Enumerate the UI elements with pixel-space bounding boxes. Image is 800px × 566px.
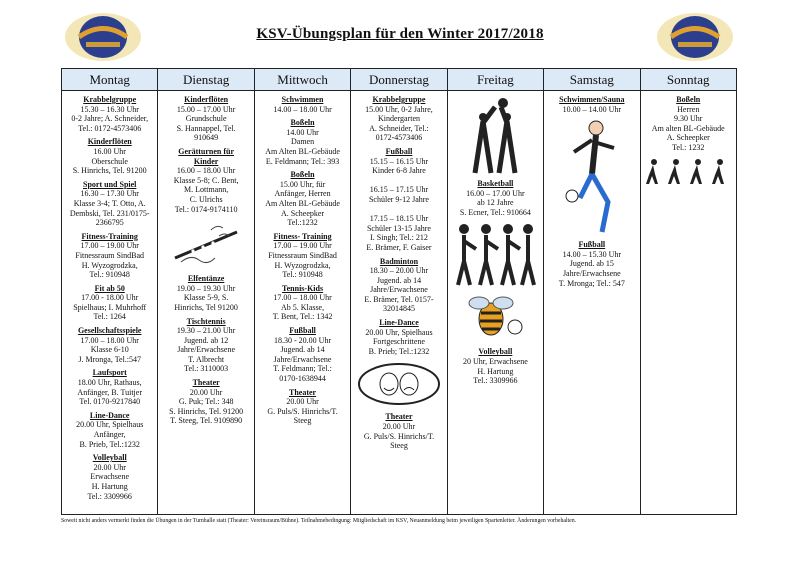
event	[644, 95, 733, 153]
event-details: 15.15 – 16.15 Uhr Kinder 6-8 Jahre 16.15 – 17.15 Uhr Schüler 9-12 Jahre 17.15 – 18.15 Uhr Schüler 13-15 Jahre I. Singh; Tel.: 212 E. Brämer, F. Gaiser	[366, 156, 432, 252]
event	[258, 95, 347, 114]
event	[354, 147, 443, 253]
event	[258, 284, 347, 322]
theater-masks-logo	[357, 360, 441, 408]
event-details: 18.00 Uhr, Rathaus, Anfänger, B. Tuitjer Tel. 0170-9217840	[77, 378, 142, 407]
day-column-samstag	[544, 69, 640, 514]
event-details: 20.00 Uhr G. Puk; Tel.: 348 S. Hinrichs, Tel. 91200 T. Steeg, Tel. 9109890	[169, 387, 244, 426]
event-name: Boßeln	[290, 118, 315, 128]
event	[161, 274, 250, 312]
event-name: Line-Dance	[89, 410, 130, 420]
day-events	[351, 91, 446, 514]
event	[65, 137, 154, 175]
day-header: Freitag	[448, 69, 543, 91]
day-header: Montag	[62, 69, 157, 91]
event-name: Theater	[289, 387, 317, 397]
event-details: 16.00 Uhr Oberschule S. Hinrichs, Tel. 91200	[72, 146, 147, 176]
event-name: Gesellschaftsspiele	[77, 326, 142, 336]
event-name: Fußball	[578, 240, 606, 250]
event-details: 17.00 – 18.00 Uhr Ab 5. Klasse, T. Bent, Tel.: 1342	[272, 293, 333, 322]
bowling-figures-drawing	[644, 157, 732, 185]
wasp-volleyball-drawing	[465, 291, 525, 343]
event	[65, 95, 154, 133]
event-name: Theater	[192, 378, 220, 388]
event-details: 19.30 – 21.00 Uhr Jugend. ab 12 Jahre/Erwachsene T. Albrecht Tel.: 3110003	[176, 326, 236, 374]
event-name: Fußball	[289, 326, 316, 336]
event-name: Krabbelgruppe	[83, 95, 137, 104]
event-details: 20.00 Uhr G. Puls/S. Hinrichs/T. Steeg	[267, 397, 338, 426]
event-name: Basketball	[477, 179, 514, 188]
event-name: Laufsport	[92, 368, 127, 378]
event-details: Herren 9.30 Uhr Am alten BL-Gebäude A. Scheepker Tel.: 1232	[651, 104, 725, 152]
day-events	[255, 91, 350, 514]
event	[354, 318, 443, 356]
event-details: 15.30 – 16.30 Uhr 0-2 Jahre; A. Schneider, Tel.: 0172-4573406	[71, 104, 149, 133]
event	[65, 232, 154, 280]
event-details: 20.00 Uhr, Spielhaus Fortgeschrittene B. Prieb; Tel.:1232	[365, 327, 433, 356]
event-details: 14.00 – 15.30 Uhr Jugend. ab 15 Jahre/Erwachsene T. Mronga; Tel.: 547	[558, 249, 625, 288]
day-events	[62, 91, 157, 514]
event	[65, 326, 154, 364]
day-header: Samstag	[544, 69, 639, 91]
day-column-dienstag	[158, 69, 254, 514]
event	[161, 95, 250, 143]
event-details: 16.30 – 17.30 Uhr Klasse 3-4; T. Otto, A. Dembski, Tel. 231/0175- 2366795	[69, 189, 150, 228]
event-details: 14.00 Uhr Damen Am Alten BL-Gebäude E. Feldmann; Tel.: 393	[265, 127, 340, 166]
day-header: Sonntag	[641, 69, 736, 91]
event	[451, 179, 540, 217]
flute-drawing	[171, 218, 241, 270]
event-name: Elfentänze	[187, 274, 225, 284]
event-details: 20 Uhr, Erwachsene H. Hartung Tel.: 3309966	[463, 356, 528, 386]
event	[258, 170, 347, 228]
event	[65, 284, 154, 322]
event-details: 20.00 Uhr, Spielhaus Anfänger, B. Prieb, Tel.:1232	[76, 420, 144, 449]
event-details: 17.00 - 18.00 Uhr Spielhaus; I. Muhrhoff Tel.: 1264	[73, 293, 147, 322]
event-details: 20.00 Uhr G. Puls/S. Hinrichs/T. Steeg	[363, 422, 435, 451]
event-details: 17.00 – 18.00 Uhr Klasse 6-10 J. Mronga, Tel.:547	[78, 335, 142, 364]
day-column-sonntag	[641, 69, 736, 514]
event-details: 14.00 – 18.00 Uhr	[273, 104, 332, 114]
event	[258, 388, 347, 426]
event-name: Volleyball	[92, 453, 127, 463]
event-name: Schwimmen/Sauna	[559, 95, 625, 104]
day-header: Donnerstag	[351, 69, 446, 91]
event-name: Sport und Spiel	[83, 179, 137, 189]
event-name: Fußball	[385, 146, 413, 156]
event-details: 15.00 – 17.00 Uhr Grundschule S. Hannappel, Tel. 910649	[176, 104, 236, 143]
event-details: 19.00 – 19.30 Uhr Klasse 5-9, S. Hinrichs, Tel 91200	[174, 283, 238, 312]
event-name: Fitness-Training	[81, 231, 138, 241]
event	[451, 347, 540, 385]
page-title: KSV-Übungsplan für den Winter 2017/2018	[256, 26, 544, 42]
basketball-players-drawing	[465, 97, 525, 175]
day-events	[641, 91, 736, 514]
event-name: Kinderflöten	[87, 137, 132, 147]
event	[354, 257, 443, 315]
event-details: 15.00 Uhr, 0-2 Jahre, Kindergarten A. Schneider, Tel.: 0172-4573406	[365, 104, 433, 143]
event-name: Fitness- Training	[273, 231, 332, 241]
event	[258, 118, 347, 166]
event	[258, 232, 347, 280]
event	[65, 453, 154, 501]
event-name: Theater	[385, 412, 413, 422]
line-dancers-drawing	[452, 221, 538, 287]
event-details: 18.30 - 20.00 Uhr Jugend. ab 14 Jahre/Erwachsene T. Feldmann; Tel.: 0170-1638944	[273, 335, 332, 384]
schedule-table	[61, 68, 737, 515]
event-name: Boßeln	[290, 170, 315, 180]
day-column-freitag	[448, 69, 544, 514]
event	[161, 317, 250, 375]
event-details: 10.00 – 14.00 Uhr	[562, 104, 622, 114]
event-name: Volleyball	[478, 347, 513, 357]
event-details: 17.00 – 19.00 Uhr Fitnessraum SindBad H. Wyzogrodzka, Tel.: 910948	[268, 241, 337, 280]
event	[354, 95, 443, 143]
event	[547, 240, 636, 288]
day-events	[544, 91, 639, 514]
event-name: Kinderflöten	[184, 95, 229, 104]
event-details: 20.00 Uhr Erwachsene H. Hartung Tel.: 3309966	[87, 462, 132, 501]
event-name: Boßeln	[676, 95, 701, 104]
day-events	[448, 91, 543, 514]
event	[65, 411, 154, 449]
footer-notes: Soweit nicht anders vermerkt finden die Übungen in der Turnhalle statt (Theater: Vereinsraum/Bühne). Teilnahmebedingung: Mitgliedschaft im KSV, Neuanmeldung beim jeweiligen Spartenleiter. Änderungen vorbehalten.	[61, 518, 577, 524]
event-name: Fit ab 50	[94, 283, 125, 293]
event	[161, 378, 250, 426]
event-name: Line-Dance	[379, 318, 419, 328]
event-name: Gerätturnen für Kinder	[178, 146, 235, 166]
event	[354, 412, 443, 450]
event-details: 17.00 – 19.00 Uhr Fitnessraum SindBad H. Wyzogrodzka, Tel.: 910948	[75, 241, 145, 280]
event-name: Badminton	[379, 256, 419, 266]
event-name: Tischtennis	[186, 316, 226, 326]
soccer-player-drawing	[562, 118, 622, 236]
event	[258, 326, 347, 384]
event-name: Tennis-Kids	[282, 283, 324, 293]
day-header: Mittwoch	[255, 69, 350, 91]
day-header: Dienstag	[158, 69, 253, 91]
event	[547, 95, 636, 114]
event-details: 18.30 – 20.00 Uhr Jugend. ab 14 Jahre/Erwachsene E. Brämer, Tel. 0157- 32014845	[364, 266, 434, 314]
event-details: 15.00 Uhr, für Anfänger, Herren Am Alten BL-Gebäude A. Scheepker Tel.:1232	[265, 179, 340, 228]
day-events	[158, 91, 253, 514]
event-name: Schwimmen	[281, 95, 324, 104]
event	[65, 368, 154, 406]
event	[161, 147, 250, 214]
day-column-mittwoch	[255, 69, 351, 514]
event-details: 16.00 – 18.00 Uhr Klasse 5-8; C. Bent, M. Lottmann, C. Ulrichs Tel.: 0174-9174110	[173, 166, 239, 214]
event-details: 16.00 – 17.00 Uhr ab 12 Jahre S. Ecner, Tel.: 910664	[459, 188, 531, 217]
day-column-donnerstag	[351, 69, 447, 514]
event-name: Krabbelgruppe	[372, 95, 426, 104]
event	[65, 180, 154, 228]
day-column-montag	[62, 69, 158, 514]
